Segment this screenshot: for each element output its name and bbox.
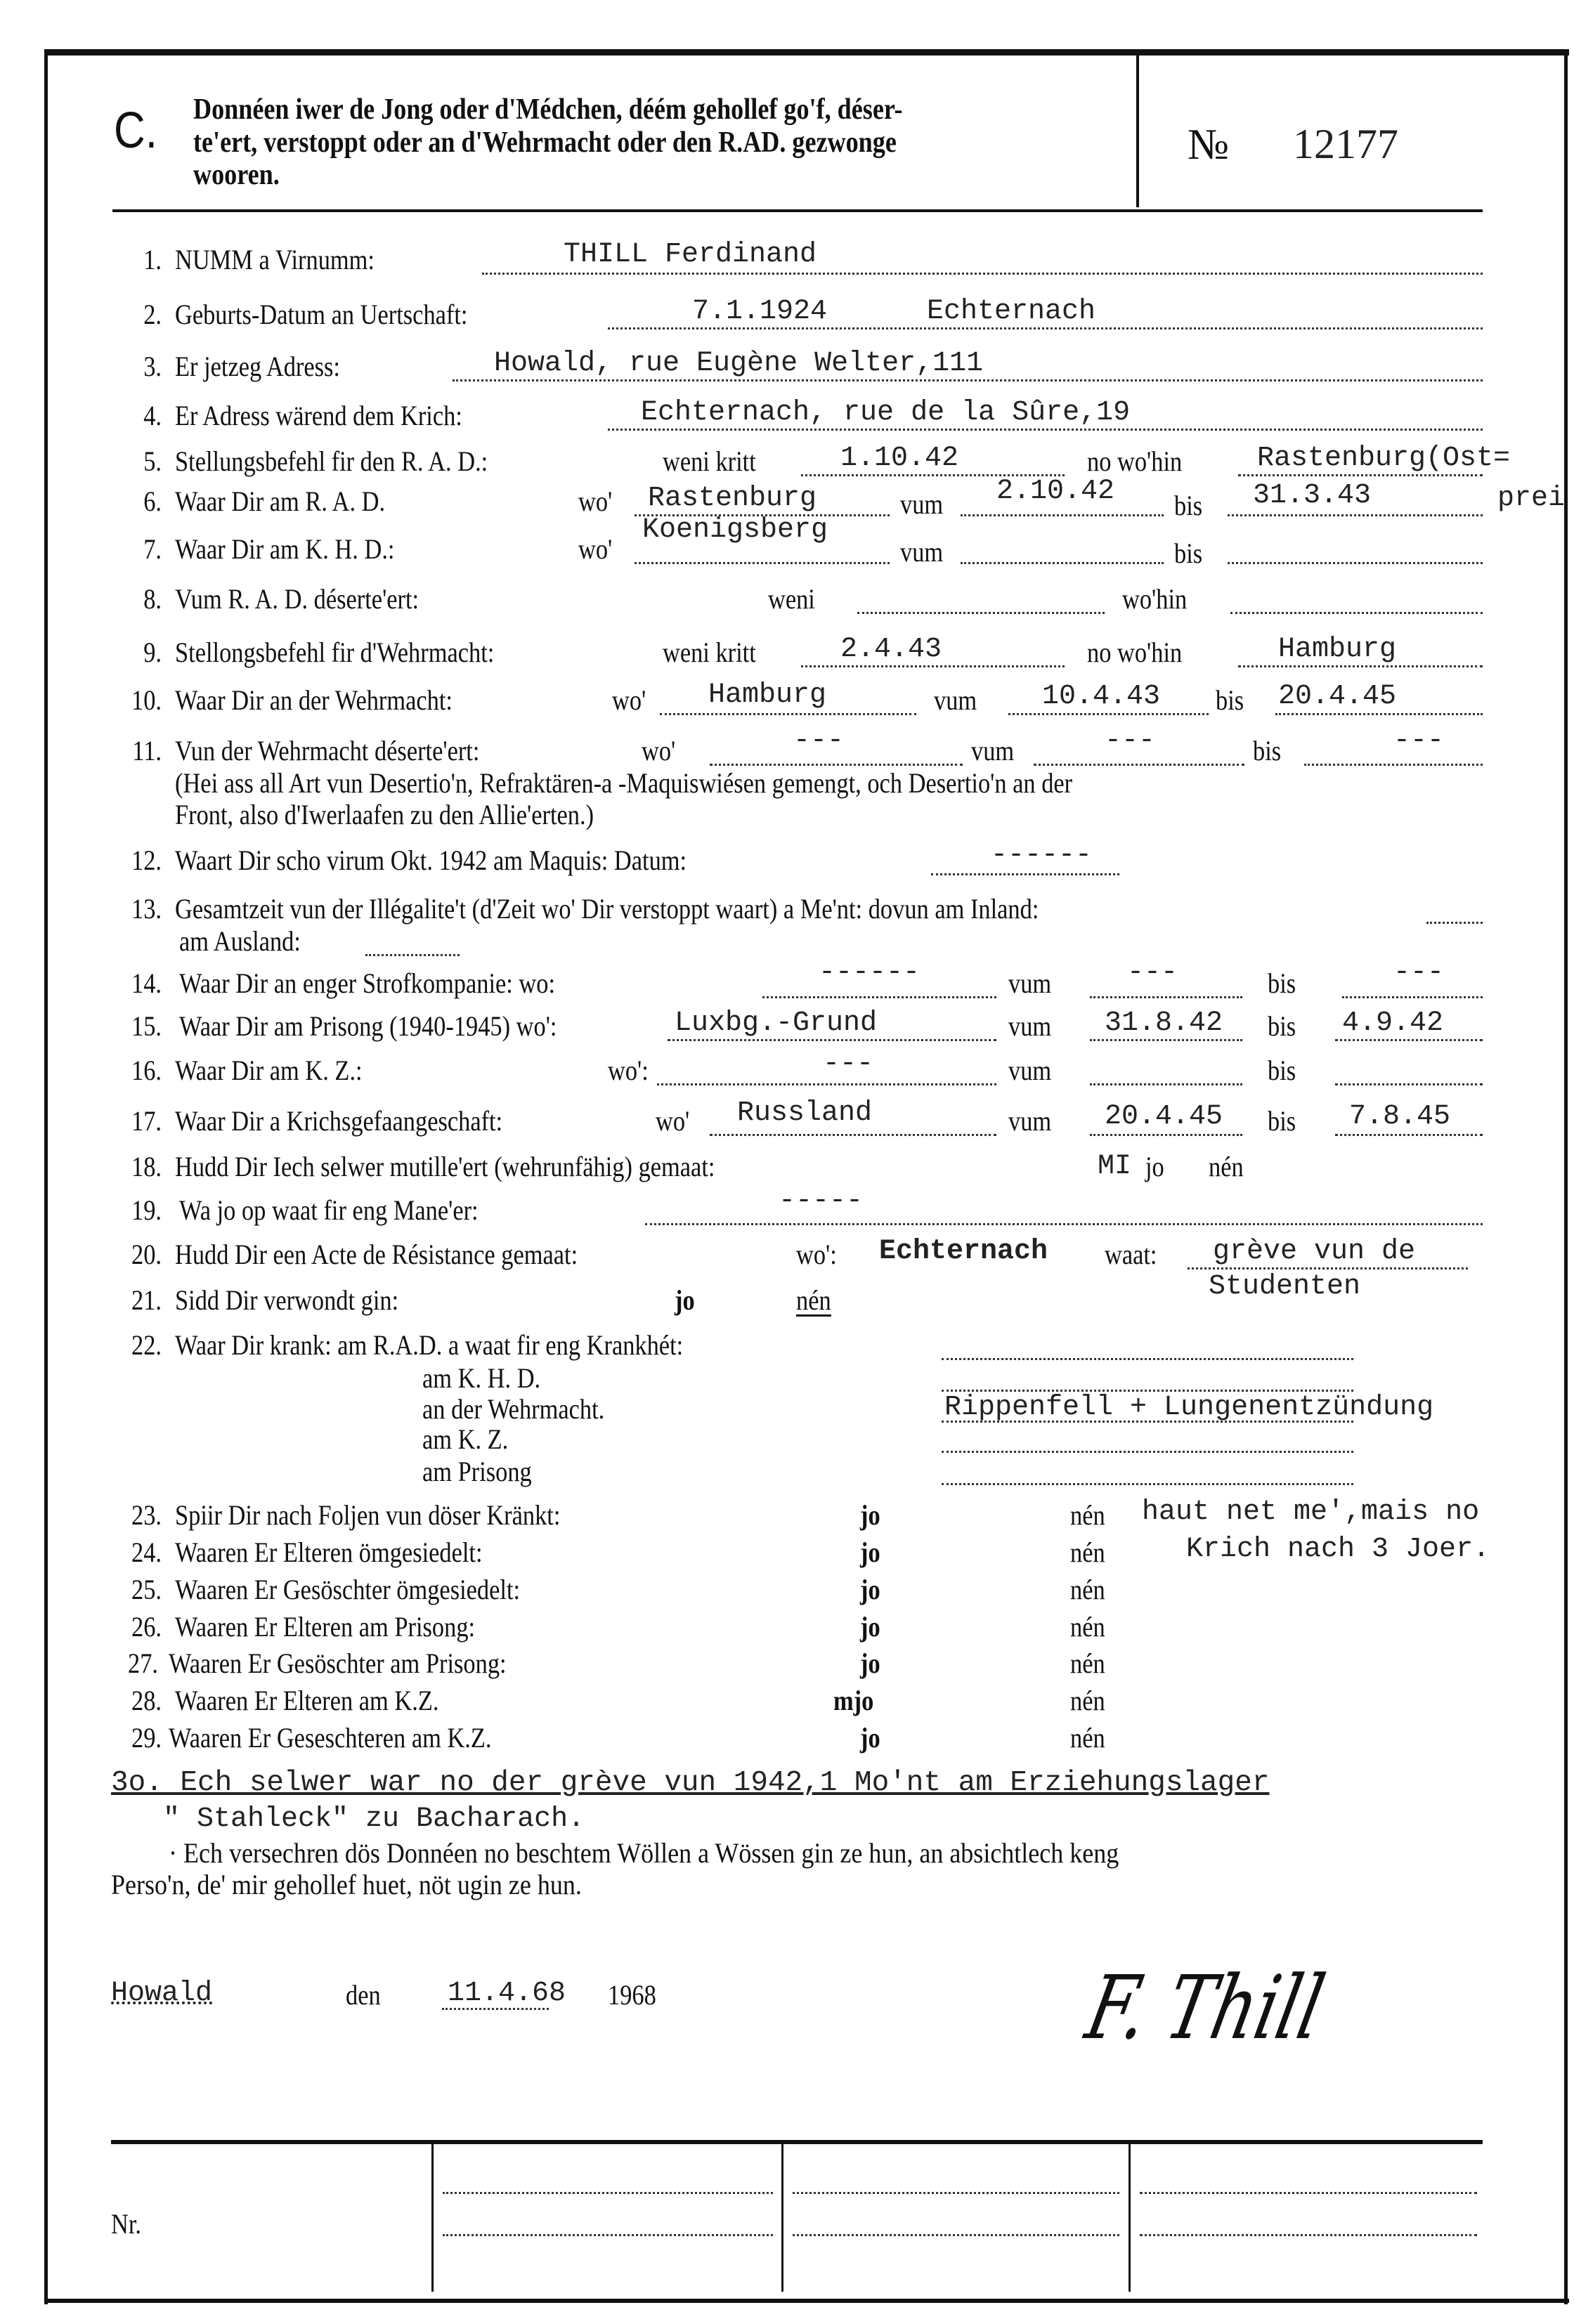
top-border: [44, 49, 1569, 56]
q27-label: Waaren Er Gesöschter am Prisong:: [169, 1647, 507, 1679]
q18-label: Hudd Dir Iech selwer mutille'ert (wehrunfähig) gemaat:: [175, 1151, 715, 1182]
signature-year: 1968: [608, 1979, 656, 2011]
footer-line-1a: [443, 2192, 773, 2194]
q23-number: 23.: [131, 1499, 162, 1531]
q17-place: Russland: [737, 1097, 873, 1129]
footer-top-rule: [111, 2140, 1483, 2144]
q15-to-line: [1335, 1039, 1483, 1041]
q12-number: 12.: [131, 844, 162, 876]
q17-from: 20.4.45: [1105, 1101, 1223, 1132]
q28-number: 28.: [131, 1685, 162, 1716]
q21-label: Sidd Dir verwondt gin:: [175, 1284, 399, 1316]
q4-label: Er Adress wärend dem Krich:: [175, 400, 462, 431]
q3-line: [453, 379, 1483, 381]
q15-vum: vum: [1008, 1010, 1052, 1042]
q8-weni: weni: [768, 583, 815, 615]
q15-from-line: [1090, 1039, 1242, 1041]
q11-vum: vum: [971, 735, 1015, 766]
header-title-line-2: te'ert, verstoppt oder an d'Wehrmacht oder den R.AD. gezwonge: [193, 126, 897, 159]
q6-vum: vum: [900, 488, 944, 520]
footer-line-2b: [793, 2234, 1119, 2236]
q9-no-wohin: no wo'hin: [1087, 637, 1183, 668]
footer-line-1b: [793, 2192, 1119, 2194]
q20-wo: wo':: [796, 1239, 837, 1270]
q9-number: 9.: [143, 637, 162, 668]
q7-place: Koenigsberg: [642, 514, 828, 546]
q23-remark: haut net me',mais no: [1142, 1496, 1480, 1528]
q5-place-line: [1238, 474, 1483, 476]
q11-place-line: [710, 764, 963, 766]
q14-to: ---: [1393, 957, 1445, 988]
q5-number: 5.: [143, 445, 162, 477]
q19-label: Wa jo op waat fir eng Mane'er:: [179, 1194, 479, 1226]
q10-wo: wo': [612, 684, 646, 716]
q16-place: ---: [823, 1048, 874, 1080]
q17-from-line: [1090, 1134, 1242, 1136]
q13-inland-line: [1426, 922, 1483, 924]
q5-label: Stellungsbefehl fir den R. A. D.:: [175, 445, 488, 477]
q28-nen: nén: [1070, 1685, 1105, 1716]
footer-line-1c: [1140, 2192, 1477, 2194]
q7-to-line: [1228, 562, 1483, 564]
q12-answer: ------: [991, 840, 1093, 871]
q16-vum: vum: [1008, 1055, 1052, 1086]
q26-jo: jo: [860, 1611, 880, 1643]
q2-label: Geburts-Datum an Uertschaft:: [175, 299, 468, 330]
q16-to-line: [1335, 1083, 1483, 1085]
q2-place: Echternach: [927, 296, 1096, 327]
header-divider: [1136, 56, 1139, 207]
q17-vum: vum: [1008, 1105, 1052, 1137]
q25-jo: jo: [860, 1574, 880, 1605]
q11-note-line-2: Front, also d'Iwerlaafen zu den Allie'erten.): [175, 799, 594, 830]
q25-nen: nén: [1070, 1574, 1105, 1605]
q6-from: 2.10.42: [996, 476, 1115, 507]
footer-nr-label: Nr.: [111, 2208, 141, 2240]
q7-place-line: [635, 562, 890, 564]
q20-number: 20.: [131, 1239, 162, 1270]
q11-bis: bis: [1253, 735, 1282, 766]
q9-date-line: [801, 665, 1065, 667]
q17-label: Waar Dir a Krichsgefaangeschaft:: [175, 1105, 503, 1137]
q15-to: 4.9.42: [1342, 1007, 1444, 1039]
q6-label: Waar Dir am R. A. D.: [175, 485, 386, 517]
q10-to-line: [1275, 713, 1483, 715]
q28-jo: mjo: [833, 1685, 874, 1716]
q26-nen: nén: [1070, 1611, 1105, 1643]
q16-label: Waar Dir am K. Z.:: [175, 1055, 363, 1086]
q23-nen: nén: [1070, 1499, 1105, 1531]
q20-label: Hudd Dir een Acte de Résistance gemaat:: [175, 1239, 578, 1270]
q20-what-line: [1188, 1267, 1468, 1269]
q6-to: 31.3.43: [1253, 480, 1372, 511]
q16-place-line: [657, 1083, 996, 1085]
q14-from-line: [1090, 996, 1242, 998]
q16-from-line: [1090, 1083, 1242, 1085]
q11-place: ---: [793, 725, 845, 757]
q8-date-line: [857, 612, 1105, 614]
q4-answer: Echternach, rue de la Sûre,19: [641, 397, 1131, 429]
q20-waat: waat:: [1105, 1239, 1157, 1270]
q17-wo: wo': [656, 1105, 690, 1137]
q20-what: grève vun de: [1213, 1236, 1416, 1267]
q11-wo: wo': [642, 735, 676, 766]
statement-line-2: " Stahleck" zu Bacharach.: [163, 1803, 585, 1835]
q25-number: 25.: [131, 1574, 162, 1605]
q2-number: 2.: [143, 299, 162, 330]
q22-rad-line: [942, 1358, 1353, 1360]
q14-place: ------: [819, 957, 921, 988]
q29-jo: jo: [860, 1722, 880, 1754]
q7-bis: bis: [1174, 537, 1203, 569]
q10-place: Hamburg: [708, 679, 827, 711]
declaration-line-2: Perso'n, de' mir gehollef huet, nöt ugin ze hun.: [111, 1869, 582, 1900]
q19-number: 19.: [131, 1194, 162, 1226]
q11-from: ---: [1105, 725, 1156, 757]
q2-line: [608, 327, 1483, 329]
q13-ausland-line: [365, 954, 460, 956]
q10-label: Waar Dir an der Wehrmacht:: [175, 684, 453, 716]
q13-label: Gesamtzeit vun der Illégalite't (d'Zeit wo' Dir verstoppt waart) a Me'nt: dovun am Inland:: [175, 893, 1039, 925]
q4-number: 4.: [143, 400, 162, 431]
q22-label: Waar Dir krank: am R.A.D. a waat fir eng Krankhét:: [175, 1329, 684, 1361]
q26-label: Waaren Er Elteren am Prisong:: [175, 1611, 476, 1643]
q11-label: Vun der Wehrmacht déserte'ert:: [175, 735, 480, 766]
q14-place-line: [762, 996, 996, 998]
q9-place: Hamburg: [1278, 634, 1397, 665]
q21-jo-struck: jo: [675, 1284, 695, 1316]
q22-sub-khd: am K. H. D.: [422, 1362, 541, 1394]
q9-place-line: [1238, 665, 1483, 667]
q2-date: 7.1.1924: [692, 296, 828, 327]
q6-number: 6.: [143, 485, 162, 517]
q5-place: Rastenburg(Ost=: [1257, 443, 1511, 474]
q5-weni-kritt: weni kritt: [663, 445, 756, 477]
q3-answer: Howald, rue Eugène Welter,111: [494, 348, 984, 379]
q14-from: ---: [1127, 957, 1178, 988]
q8-wohin: wo'hin: [1122, 583, 1188, 615]
q29-number: 29.: [131, 1722, 162, 1754]
q26-number: 26.: [131, 1611, 162, 1643]
footer-line-2c: [1140, 2234, 1477, 2236]
q17-to: 7.8.45: [1349, 1101, 1451, 1132]
handwritten-signature: F. Thill: [1078, 1957, 1333, 2059]
q13-ausland-label: am Ausland:: [179, 925, 301, 957]
declaration-line-1: · Ech versechren dös Donnéen no beschtem Wöllen a Wössen gin ze hun, an absichtlech keng: [169, 1837, 1119, 1869]
q18-jo: jo: [1145, 1151, 1164, 1182]
footer-line-2a: [443, 2234, 773, 2236]
q12-label: Waart Dir scho virum Okt. 1942 am Maquis: Datum:: [175, 844, 687, 876]
q10-from: 10.4.43: [1042, 681, 1161, 712]
q20-place: Echternach: [879, 1236, 1048, 1267]
q8-number: 8.: [143, 583, 162, 615]
q22-sub-wehrmacht: an der Wehrmacht.: [422, 1393, 605, 1425]
q16-bis: bis: [1268, 1055, 1296, 1086]
q22-prisong-line: [942, 1483, 1353, 1485]
left-border: [44, 49, 48, 2304]
q10-to: 20.4.45: [1278, 681, 1397, 712]
statement-line-1: 3o. Ech selwer war no der grève vun 1942,1 Mo'nt am Erziehungslager: [111, 1767, 1270, 1799]
q3-label: Er jetzeg Adress:: [175, 351, 340, 382]
q23-label: Spiir Dir nach Foljen vun döser Kränkt:: [175, 1499, 561, 1531]
q18-nen: nén: [1209, 1151, 1244, 1182]
q6-bis: bis: [1174, 490, 1203, 521]
q11-to-line: [1304, 764, 1483, 766]
document-number: 12177: [1293, 121, 1398, 167]
q10-from-line: [1008, 713, 1209, 715]
header-title-line-3: wooren.: [193, 159, 280, 191]
q15-place: Luxbg.-Grund: [675, 1007, 878, 1039]
q6-wo: wo': [578, 485, 613, 517]
q23-jo: jo: [860, 1499, 880, 1531]
q6-place: Rastenburg: [648, 483, 817, 514]
q17-to-line: [1335, 1134, 1483, 1136]
q28-label: Waaren Er Elteren am K.Z.: [175, 1685, 439, 1716]
q11-note-line-1: (Hei ass all Art vun Desertio'n, Refraktären-a -Maquiswiésen gemengt, och Desertio'n an der: [175, 767, 1073, 799]
q15-bis: bis: [1268, 1010, 1296, 1042]
q11-number: 11.: [132, 735, 162, 766]
q1-number: 1.: [143, 244, 162, 275]
q24-remark: Krich nach 3 Joer.: [1186, 1534, 1490, 1565]
q11-from-line: [1034, 764, 1244, 766]
q15-number: 15.: [131, 1010, 162, 1042]
q24-number: 24.: [131, 1536, 162, 1568]
q18-overtype: MI: [1098, 1151, 1132, 1182]
q22-sub-kz: am K. Z.: [422, 1423, 509, 1455]
q22-kz-line: [942, 1451, 1353, 1453]
q17-number: 17.: [131, 1105, 162, 1137]
q21-number: 21.: [131, 1284, 162, 1316]
q17-bis: bis: [1268, 1105, 1296, 1137]
q22-sub-prisong: am Prisong: [422, 1456, 532, 1487]
header-rule: [112, 209, 1483, 212]
q16-wo: wo':: [608, 1055, 649, 1086]
q7-from-line: [961, 562, 1164, 564]
q5-no-wohin: no wo'hin: [1087, 445, 1183, 477]
footer-divider-2: [781, 2144, 783, 2292]
q27-number: 27.: [128, 1647, 158, 1679]
q9-date: 2.4.43: [840, 634, 942, 665]
q6-from-line: [961, 514, 1164, 516]
q1-label: NUMM a Virnumm:: [175, 244, 375, 275]
q19-line: [645, 1223, 1483, 1225]
q18-number: 18.: [131, 1151, 162, 1182]
signature-place: Howald: [111, 1978, 213, 2009]
bottom-border: [44, 2299, 1569, 2303]
q6-extra: prei: [1497, 483, 1566, 514]
q8-label: Vum R. A. D. déserte'ert:: [175, 583, 419, 615]
q10-place-line: [660, 713, 916, 715]
q14-number: 14.: [131, 967, 162, 999]
q12-line: [931, 873, 1119, 875]
number-sign: №: [1188, 121, 1230, 169]
q10-number: 10.: [131, 684, 162, 716]
q14-vum: vum: [1008, 967, 1052, 999]
q11-to: ---: [1393, 725, 1445, 757]
q29-label: Waaren Er Geseschteren am K.Z.: [169, 1722, 492, 1754]
q19-answer: -----: [779, 1185, 864, 1217]
footer-divider-1: [431, 2144, 434, 2292]
q24-jo: jo: [860, 1536, 880, 1568]
q14-label: Waar Dir an enger Strofkompanie: wo:: [179, 967, 556, 999]
section-letter: C.: [114, 103, 157, 159]
q24-nen: nén: [1070, 1536, 1105, 1568]
q15-from: 31.8.42: [1105, 1007, 1223, 1039]
q24-label: Waaren Er Elteren ömgesiedelt:: [175, 1536, 483, 1568]
q7-label: Waar Dir am K. H. D.:: [175, 533, 395, 565]
q29-nen: nén: [1070, 1722, 1105, 1754]
right-border: [1564, 49, 1568, 2304]
signature-date: 11.4.68: [448, 1978, 566, 2009]
q21-nen-selected: nén: [796, 1284, 831, 1316]
signature-den: den: [346, 1979, 381, 2011]
q22-answer: Rippenfell + Lungenentzündung: [944, 1392, 1434, 1423]
q17-place-line: [710, 1134, 996, 1136]
q13-number: 13.: [131, 893, 162, 925]
q15-label: Waar Dir am Prisong (1940-1945) wo':: [179, 1010, 557, 1042]
q22-number: 22.: [131, 1329, 162, 1361]
q27-nen: nén: [1070, 1647, 1105, 1679]
q10-vum: vum: [934, 684, 977, 716]
q1-answer: THILL Ferdinand: [564, 239, 817, 270]
q5-date: 1.10.42: [840, 443, 959, 474]
q16-number: 16.: [131, 1055, 162, 1086]
q10-bis: bis: [1216, 684, 1244, 716]
q1-line: [482, 273, 1483, 275]
q7-number: 7.: [143, 533, 162, 565]
q6-to-line: [1228, 514, 1483, 516]
q8-place-line: [1230, 612, 1483, 614]
q14-bis: bis: [1268, 967, 1296, 999]
q14-to-line: [1342, 996, 1483, 998]
q15-place-line: [668, 1039, 996, 1041]
footer-divider-3: [1129, 2144, 1131, 2292]
q4-line: [608, 429, 1483, 431]
q7-vum: vum: [900, 536, 944, 568]
q9-label: Stellongsbefehl fir d'Wehrmacht:: [175, 637, 495, 668]
q20-what-continued: Studenten: [1209, 1271, 1361, 1303]
header-title-line-1: Donnéen iwer de Jong oder d'Médchen, déém gehollef go'f, déser-: [193, 93, 903, 126]
q7-wo: wo': [578, 533, 613, 565]
q27-jo: jo: [860, 1647, 880, 1679]
q25-label: Waaren Er Gesöschter ömgesiedelt:: [175, 1574, 521, 1605]
q9-weni-kritt: weni kritt: [663, 637, 756, 668]
q3-number: 3.: [143, 351, 162, 382]
